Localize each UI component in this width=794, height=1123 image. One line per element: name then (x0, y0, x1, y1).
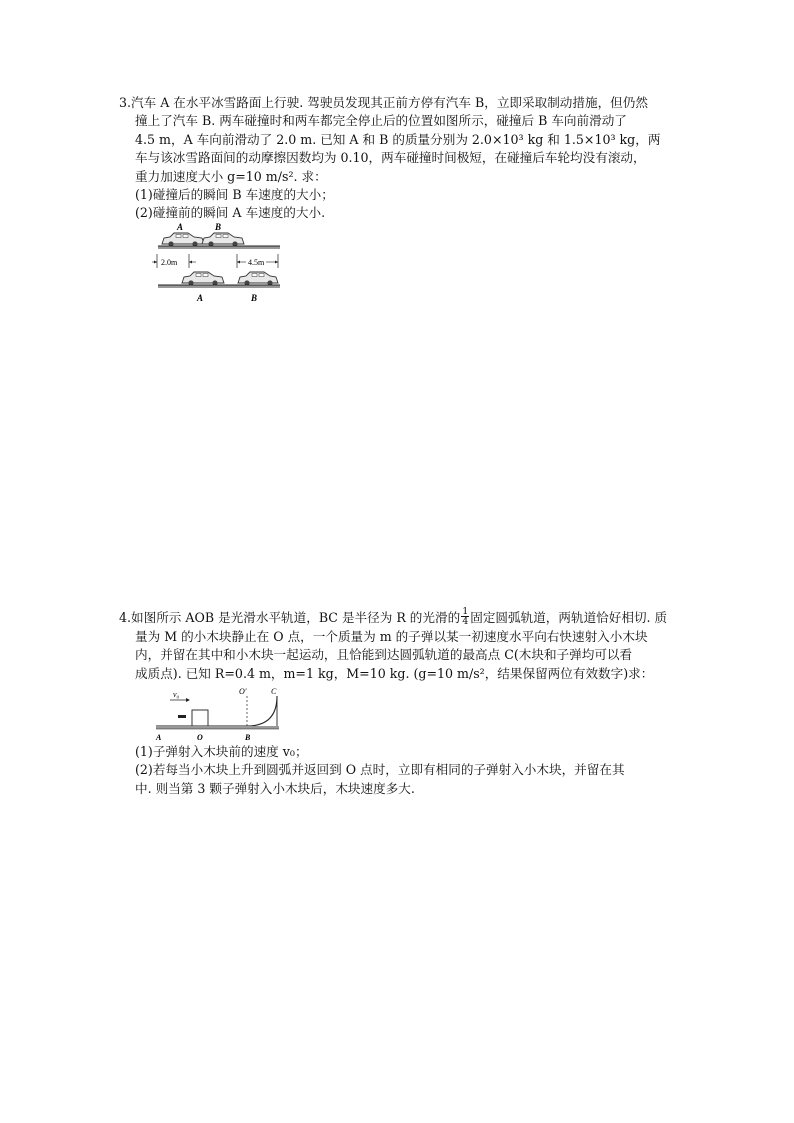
q4-line-4: 成质点). 已知 R=0.4 m，m=1 kg，M=10 kg. (g=10 m/s²，结果保留两位有效数字)求： (135, 665, 654, 681)
q4-fraction-den: 4 (462, 616, 469, 627)
q4-line-2: 量为 M 的小木块静止在 O 点，一个质量为 m 的子弹以某一初速度水平向右快速射入小木块 (135, 629, 648, 644)
q3-sub-1: (1)碰撞后的瞬间 B 车速度的大小； (135, 187, 334, 203)
q4-fig-o-prime-label: O′ (239, 687, 247, 696)
q3-dim-a-label: 2.0m (161, 258, 178, 267)
q4-fig-block (192, 710, 208, 726)
q4-fig-arc-track (247, 696, 277, 726)
q4-line-3: 内，并留在其中和小木块一起运动，且恰能到达圆弧轨道的最高点 C(木块和子弹均可以看 (135, 647, 633, 663)
q3-dim-b-label: 4.5m (248, 258, 265, 267)
question-4 (119, 606, 704, 683)
q3-fig-label-a-top: A (177, 222, 184, 232)
q4-fig-a-label: A (156, 733, 162, 742)
q3-line-5: 重力加速度大小 g=10 m/s². 求： (135, 168, 327, 184)
q3-car-a-bottom (182, 272, 224, 286)
q3-car-b-top (202, 233, 244, 247)
q4-fig-b-label: B (245, 733, 251, 742)
q4-track-figure (152, 686, 286, 742)
q3-fig-label-a-bottom: A (197, 293, 204, 303)
q3-fig-label-b-bottom: B (251, 293, 258, 303)
q3-collision-figure (152, 222, 284, 304)
q4-sub-2b: 中. 则当第 3 颗子弹射入小木块后，木块速度多大. (135, 780, 415, 796)
q4-line-1-post: 固定圆弧轨道，两轨道恰好相切. 质 (470, 610, 668, 625)
q3-line-1: 3.汽车 A 在水平冰雪路面上行驶. 驾驶员发现其正前方停有汽车 B，立即采取制动措施，但仍然 (119, 95, 648, 110)
q3-car-a-top (162, 233, 204, 247)
q4-line-1-pre: 4.如图所示 AOB 是光滑水平轨道，BC 是半径为 R 的光滑的 (119, 610, 461, 625)
q3-line-2: 撞上了汽车 B. 两车碰撞时和两车都完全停止后的位置如图所示，碰撞后 B 车向前滑动了 (135, 113, 627, 129)
q4-fig-c-label: C (271, 687, 277, 696)
question-4-subquestions (119, 743, 704, 798)
q4-sub-1: (1)子弹射入木块前的速度 v₀； (135, 744, 308, 759)
q4-fraction-num: 1 (462, 606, 469, 617)
q3-line-3: 4.5 m，A 车向前滑动了 2.0 m. 已知 A 和 B 的质量分别为 2.0×10³ kg 和 1.5×10³ kg，两 (135, 131, 661, 147)
q3-fig-label-b-top: B (215, 222, 222, 232)
q4-fig-o-label: O (197, 733, 203, 742)
question-3 (119, 94, 704, 223)
q3-car-b-bottom (238, 272, 278, 286)
q3-sub-2: (2)碰撞前的瞬间 A 车速度的大小. (135, 205, 326, 221)
q4-fig-bullet (178, 715, 186, 718)
q4-line-1 (119, 606, 704, 628)
q4-sub-2: (2)若每当小木块上升到圆弧并返回到 O 点时，立即有相同的子弹射入小木块，并留在其 (135, 762, 625, 778)
q3-line-4: 车与该冰雪路面间的动摩擦因数均为 0.10，两车碰撞时间极短，在碰撞后车轮均没有滚动， (135, 150, 646, 166)
q4-fig-v0-label: v₀ (173, 690, 180, 699)
q4-fraction (461, 607, 469, 626)
